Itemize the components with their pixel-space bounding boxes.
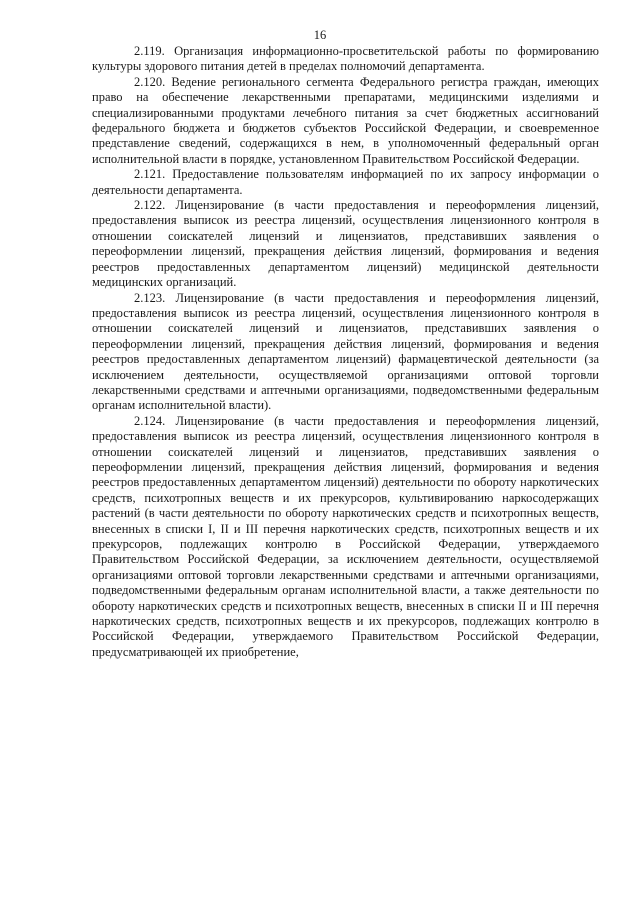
paragraph-2-122: 2.122. Лицензирование (в части предоставления и переоформления лицензий, предоставления выписок из реестра лицензий, осуществления лицензионного контроля в отношении соискателей лицензий и лицензиатов, представивших заявления о переоформлении лицензий, прекращения действия лицензий, формирования и ведения реестров предоставленных департаментом лицензий) медицинской деятельности медицинских организаций. [92, 198, 599, 290]
paragraph-2-124: 2.124. Лицензирование (в части предоставления и переоформления лицензий, предоставления выписок из реестра лицензий, осуществления лицензионного контроля в отношении соискателей лицензий и лицензиатов, представивших заявления о переоформлении лицензий, прекращения действия лицензий, формирования и ведения реестров предоставленных департаментом лицензий) деятельности по обороту наркотических средств, психотропных веществ и их прекурсоров, культивированию наркосодержащих растений (в части деятельности по обороту наркотических средств и психотропных веществ, внесенных в списки I, II и III перечня наркотических средств, психотропных веществ и их прекурсоров, подлежащих контролю в Российской Федерации, утверждаемого Правительством Российской Федерации, за исключением деятельности, осуществляемой организациями оптовой торговли лекарственными средствами и аптечными организациями, подведомственными федеральным органам исполнительной власти, а также деятельности по обороту наркотических средств и психотропных веществ, внесенных в списки II и III перечня наркотических средств, психотропных веществ и их прекурсоров, подлежащих контролю в Российской Федерации, утверждаемого Правительством Российской Федерации, предусматривающей их приобретение, [92, 413, 599, 659]
paragraph-2-123: 2.123. Лицензирование (в части предоставления и переоформления лицензий, предоставления выписок из реестра лицензий, осуществления лицензионного контроля в отношении соискателей лицензий и лицензиатов, представивших заявления о переоформлении лицензий, прекращения действия лицензий, формирования и ведения реестров предоставленных департаментом лицензий) фармацевтической деятельности (за исключением деятельности, осуществляемой организациями оптовой торговли лекарственными средствами и аптечными организациями, подведомственными федеральным органам исполнительной власти). [92, 290, 599, 413]
paragraph-2-120: 2.120. Ведение регионального сегмента Федерального регистра граждан, имеющих право на обеспечение лекарственными препаратами, медицинскими изделиями и специализированными продуктами лечебного питания за счет бюджетных ассигнований федерального бюджета и бюджетов субъектов Российской Федерации, и своевременное представление сведений, содержащихся в нем, в уполномоченный федеральный орган исполнительной власти в порядке, установленном Правительством Российской Федерации. [92, 74, 599, 166]
paragraph-2-121: 2.121. Предоставление пользователям информацией по их запросу информации о деятельности департамента. [92, 167, 599, 197]
document-body [92, 44, 599, 660]
paragraph-2-119: 2.119. Организация информационно-просветительской работы по формированию культуры здорового питания детей в пределах полномочий департамента. [92, 44, 599, 74]
page-number: 16 [313, 28, 327, 42]
